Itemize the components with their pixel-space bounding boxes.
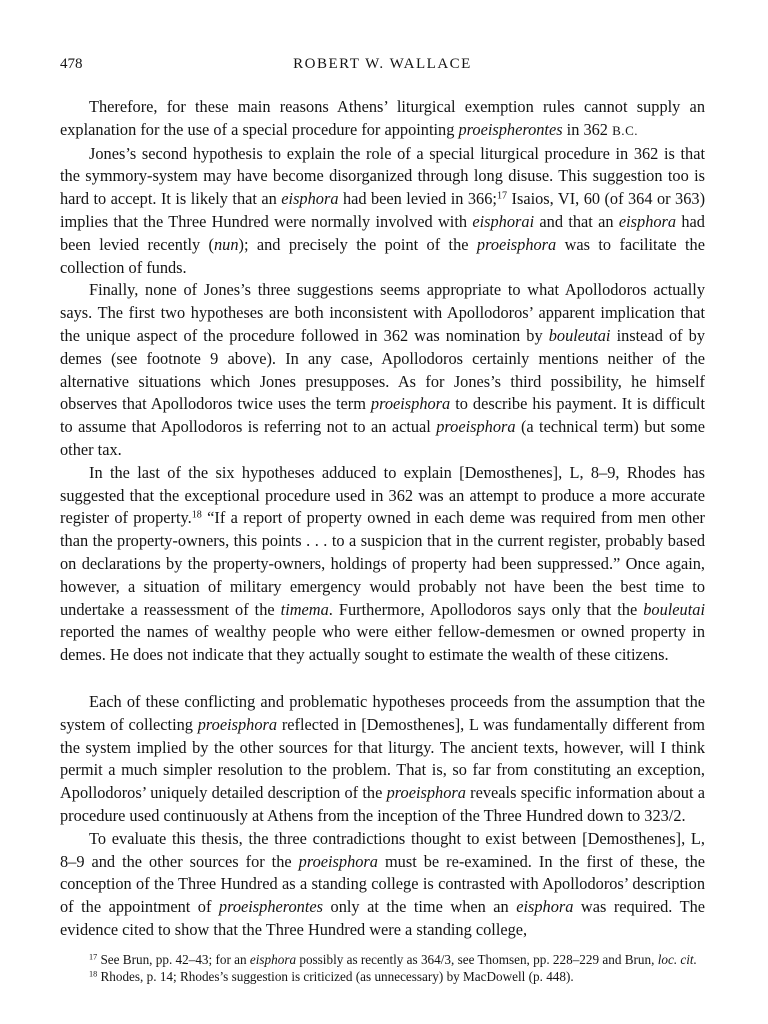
- italic-term: loc. cit.: [657, 951, 697, 967]
- paragraph-4: In the last of the six hypotheses adduced to explain [Demosthenes], L, 8–9, Rhodes has suggested that the exceptional procedure used in 362 was an attempt to produce a more accurate register of property.$^{18}$ “If a report of property owned in each deme was required from men other than the property-owners, this points . . . to a suspicion that in the current register, probably based on declarations by the property-owners, holdings of property had been suppressed.” Once again, however, a situation of military emergency would probably not have been the best time to undertake a reassessment of the timema. Furthermore, Apollodoros says only that the bouleutai reported the names of wealthy people who were either fellow-demesmen or owned property in demes. He does not indicate that they actually sought to estimate the wealth of these citizens.: [60, 462, 705, 665]
- italic-term: proeisphora: [476, 234, 557, 254]
- italic-term: proeisphora: [197, 714, 278, 734]
- footnotes: [60, 951, 705, 986]
- italic-term: eisphora: [618, 211, 677, 231]
- italic-term: nun: [214, 234, 239, 254]
- italic-term: bouleutai: [548, 325, 611, 345]
- page-header: [60, 56, 705, 78]
- page-number: 478: [60, 56, 83, 72]
- footnote-18: $^{18}$ Rhodes, p. 14; Rhodes’s suggestion is criticized (as unnecessary) by MacDowell (p. 448).: [89, 969, 574, 985]
- paragraph-3: Finally, none of Jones’s three suggestions seems appropriate to what Apollodoros actually says. The first two hypotheses are both inconsistent with Apollodoros’ apparent implication that the unique aspect of the procedure followed in 362 was nomination by bouleutai instead of by demes (see footnote 9 above). In any case, Apollodoros certainly mentions neither of the alternative situations which Jones presupposes. As for Jones’s third possibility, he himself observes that Apollodoros twice uses the term proeisphora to describe his payment. It is difficult to assume that Apollodoros is referring not to an actual proeisphora (a technical term) but some other tax.: [60, 280, 705, 459]
- italic-term: timema: [280, 599, 329, 619]
- italic-term: eisphora: [281, 189, 339, 209]
- paragraph-6: To evaluate this thesis, the three contradictions thought to exist between [Demosthenes], L, 8–9 and the other sources for the proeisphora must be re-examined. In the first of these, the conception of the Three Hundred as a standing college is contrasted with Apollodoros’ description of the appointment of proeispherontes only at the time when an eisphora was required. The evidence cited to show that the Three Hundred were a standing college,: [60, 828, 705, 939]
- paragraph-5: Each of these conflicting and problematic hypotheses proceeds from the assumption that the system of collecting proeisphora reflected in [Demosthenes], L was fundamentally different from the system implied by the other sources for that liturgy. The ancient texts, however, will I think permit a much simpler resolution to the problem. That is, so far from constituting an exception, Apollodoros’ uniquely detailed description of the proeisphora reveals specific information about a procedure used continuously at Athens from the inception of the Three Hundred down to 323/2.: [60, 691, 705, 825]
- italic-term: proeisphora: [298, 851, 378, 871]
- italic-term: proeisphora: [386, 783, 466, 803]
- footnote-number: 18: [89, 969, 98, 979]
- italic-term: proeispherontes: [218, 897, 324, 917]
- footnote-number: 17: [89, 952, 98, 962]
- paragraph-1: Therefore, for these main reasons Athens’ liturgical exemption rules cannot supply an explanation for the use of a special procedure for appointing proeispherontes in 362 B.C.: [60, 97, 705, 139]
- italic-term: proeisphora: [436, 417, 516, 437]
- italic-term: proeisphora: [370, 394, 451, 414]
- italic-term: bouleutai: [643, 599, 705, 619]
- footnote-ref-17: 17: [496, 190, 508, 202]
- italic-term: proeispherontes: [458, 119, 563, 139]
- italic-term: eisphora: [516, 897, 574, 917]
- running-head: ROBERT W. WALLACE: [293, 56, 472, 72]
- footnote-ref-18: 18: [191, 509, 202, 521]
- italic-term: eisphora: [249, 951, 297, 967]
- book-page: [60, 56, 705, 986]
- italic-term: eisphorai: [472, 211, 535, 231]
- footnote-17: $^{17}$ See Brun, pp. 42–43; for an eisphora possibly as recently as 364/3, see Thomsen, pp. 228–229 and Brun, loc. cit.: [89, 951, 697, 967]
- era-abbreviation: B.C.: [612, 122, 639, 138]
- body-text: [60, 96, 705, 942]
- paragraph-2: Jones’s second hypothesis to explain the role of a special liturgical procedure in 362 is that the symmory-system may have become disorganized through long disuse. This suggestion too is hard to accept. It is likely that an eisphora had been levied in 366;$^{17}$ Isaios, VI, 60 (of 364 or 363) implies that the Three Hundred were normally involved with eisphorai and that an eisphora had been levied recently (nun); and precisely the point of the proeisphora was to facilitate the collection of funds.: [60, 143, 706, 277]
